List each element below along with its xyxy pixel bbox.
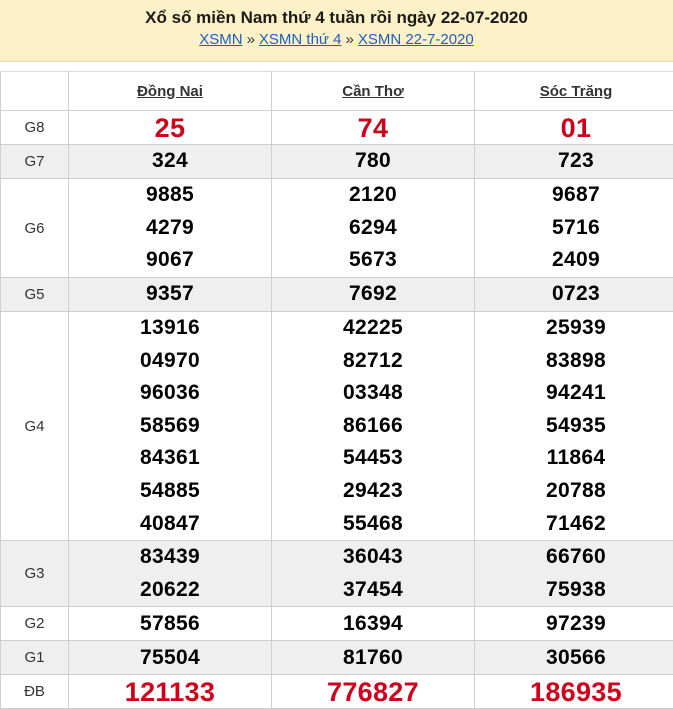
breadcrumb-separator: » <box>346 31 354 48</box>
prize-cell <box>475 607 673 641</box>
prize-label: G4 <box>1 312 69 541</box>
prize-number: 94241 <box>475 377 673 410</box>
prize-cell <box>69 111 272 145</box>
prize-number: 186935 <box>475 677 673 707</box>
prize-cell <box>272 179 475 278</box>
prize-number: 0723 <box>475 278 673 311</box>
page-header <box>0 0 673 62</box>
prize-number: 7692 <box>272 278 474 311</box>
prize-rows <box>1 111 673 709</box>
prize-number: 5673 <box>272 244 474 277</box>
province-link-dong-nai[interactable]: Đồng Nai <box>137 83 203 100</box>
prize-number: 16394 <box>272 608 474 641</box>
prize-cell <box>69 278 272 312</box>
prize-number: 2409 <box>475 244 673 277</box>
column-header-dong-nai <box>69 72 272 111</box>
prize-number: 42225 <box>272 312 474 345</box>
prize-number: 25 <box>69 112 271 144</box>
prize-number: 324 <box>69 145 271 178</box>
prize-number: 82712 <box>272 345 474 378</box>
prize-cell <box>475 111 673 145</box>
prize-cell <box>69 641 272 675</box>
prize-number: 2120 <box>272 179 474 212</box>
prize-number: 81760 <box>272 642 474 675</box>
prize-number: 9687 <box>475 179 673 212</box>
prize-number: 57856 <box>69 608 271 641</box>
prize-cell <box>475 641 673 675</box>
table-row <box>1 312 673 541</box>
prize-cell <box>272 641 475 675</box>
breadcrumb <box>0 31 673 49</box>
prize-label: G5 <box>1 278 69 312</box>
prize-label: G8 <box>1 111 69 145</box>
prize-cell <box>272 111 475 145</box>
prize-number: 121133 <box>69 677 271 707</box>
prize-cell <box>69 675 272 709</box>
table-row <box>1 179 673 278</box>
table-header-row <box>1 72 673 111</box>
prize-cell <box>272 145 475 179</box>
page-title: Xổ số miền Nam thứ 4 tuần rồi ngày 22-07-2020 <box>0 0 673 28</box>
prize-number: 30566 <box>475 642 673 675</box>
prize-number: 75938 <box>475 574 673 607</box>
prize-number: 9067 <box>69 244 271 277</box>
prize-number: 13916 <box>69 312 271 345</box>
table-row <box>1 278 673 312</box>
table-row <box>1 641 673 675</box>
prize-number: 6294 <box>272 212 474 245</box>
prize-cell <box>272 541 475 607</box>
prize-number: 54935 <box>475 410 673 443</box>
prize-cell <box>475 312 673 541</box>
prize-cell <box>69 179 272 278</box>
prize-number: 54453 <box>272 442 474 475</box>
prize-number: 04970 <box>69 345 271 378</box>
prize-number: 58569 <box>69 410 271 443</box>
prize-cell <box>475 675 673 709</box>
prize-label: G2 <box>1 607 69 641</box>
prize-cell <box>69 607 272 641</box>
prize-number: 71462 <box>475 508 673 541</box>
prize-number: 776827 <box>272 677 474 707</box>
prize-number: 74 <box>272 112 474 144</box>
prize-number: 83898 <box>475 345 673 378</box>
column-header-can-tho <box>272 72 475 111</box>
prize-number: 11864 <box>475 442 673 475</box>
prize-number: 55468 <box>272 508 474 541</box>
prize-number: 83439 <box>69 541 271 574</box>
prize-label: G7 <box>1 145 69 179</box>
prize-cell <box>475 541 673 607</box>
prize-number: 66760 <box>475 541 673 574</box>
prize-label: G3 <box>1 541 69 607</box>
prize-number: 86166 <box>272 410 474 443</box>
prize-cell <box>69 541 272 607</box>
prize-number: 36043 <box>272 541 474 574</box>
table-corner-cell <box>1 72 69 111</box>
breadcrumb-link-xsmn-date[interactable]: XSMN 22-7-2020 <box>358 31 474 48</box>
table-row <box>1 145 673 179</box>
breadcrumb-link-xsmn[interactable]: XSMN <box>199 31 242 48</box>
prize-number: 84361 <box>69 442 271 475</box>
prize-number: 723 <box>475 145 673 178</box>
prize-number: 780 <box>272 145 474 178</box>
prize-label: G6 <box>1 179 69 278</box>
breadcrumb-link-xsmn-thu-4[interactable]: XSMN thứ 4 <box>259 31 342 48</box>
prize-number: 20622 <box>69 574 271 607</box>
table-row <box>1 607 673 641</box>
results-table <box>0 71 673 709</box>
prize-cell <box>272 607 475 641</box>
prize-number: 96036 <box>69 377 271 410</box>
table-row <box>1 111 673 145</box>
prize-number: 29423 <box>272 475 474 508</box>
table-row <box>1 675 673 709</box>
prize-cell <box>272 278 475 312</box>
prize-number: 9885 <box>69 179 271 212</box>
province-link-can-tho[interactable]: Cần Thơ <box>342 83 404 100</box>
column-header-soc-trang <box>475 72 673 111</box>
prize-number: 37454 <box>272 574 474 607</box>
province-link-soc-trang[interactable]: Sóc Trăng <box>540 83 613 100</box>
prize-number: 75504 <box>69 642 271 675</box>
prize-cell <box>69 312 272 541</box>
breadcrumb-separator: » <box>247 31 255 48</box>
prize-cell <box>475 145 673 179</box>
prize-number: 01 <box>475 112 673 144</box>
prize-cell <box>475 179 673 278</box>
prize-cell <box>272 312 475 541</box>
prize-number: 20788 <box>475 475 673 508</box>
prize-number: 40847 <box>69 508 271 541</box>
prize-label: ĐB <box>1 675 69 709</box>
prize-label: G1 <box>1 641 69 675</box>
prize-cell <box>475 278 673 312</box>
prize-number: 54885 <box>69 475 271 508</box>
prize-number: 4279 <box>69 212 271 245</box>
table-row <box>1 541 673 607</box>
prize-cell <box>272 675 475 709</box>
prize-number: 25939 <box>475 312 673 345</box>
prize-number: 03348 <box>272 377 474 410</box>
prize-number: 9357 <box>69 278 271 311</box>
prize-number: 5716 <box>475 212 673 245</box>
prize-cell <box>69 145 272 179</box>
prize-number: 97239 <box>475 608 673 641</box>
